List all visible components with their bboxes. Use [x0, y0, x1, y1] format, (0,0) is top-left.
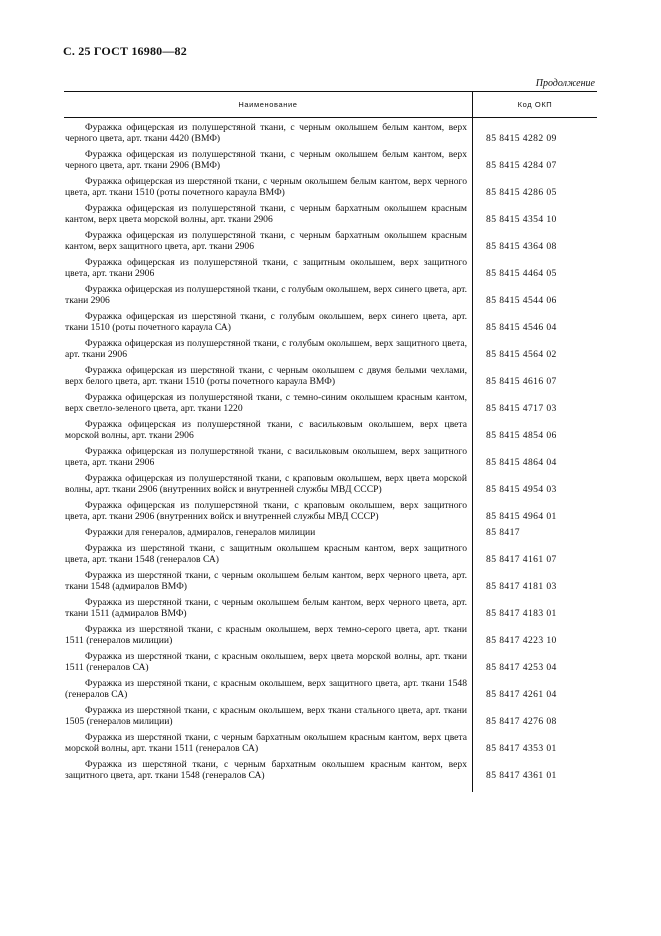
table-row [64, 176, 557, 203]
okp-code: 85 8417 [486, 527, 520, 538]
table-row [64, 705, 557, 732]
table-row [64, 149, 557, 176]
product-name: Фуражка из шерстяной ткани, с красным околышем, верх цвета морской волны, арт. ткани 1511 (генералов СА) [65, 651, 467, 673]
table-row [64, 624, 557, 651]
product-name: Фуражка из шерстяной ткани, с черным бархатным околышем красным кантом, верх защитного цвета, арт. ткани 1548 (генералов СА) [65, 759, 467, 781]
table-row [64, 678, 557, 705]
okp-code: 85 8415 4564 02 [486, 349, 557, 360]
okp-code: 85 8417 4261 04 [486, 689, 557, 700]
product-name: Фуражка офицерская из полушерстяной ткани, с черным околышем белым кантом, верх черного цвета, арт. ткани 2906 (ВМФ) [65, 149, 467, 171]
product-name: Фуражка офицерская из полушерстяной ткани, с краповым околышем, верх защитного цвета, арт. ткани 2906 (внутренних войск и внутренней службы МВД СССР) [65, 500, 467, 522]
okp-code: 85 8415 4464 05 [486, 268, 557, 279]
product-name: Фуражка офицерская из шерстяной ткани, с голубым околышем, верх синего цвета, арт. ткани 1510 (роты почетного караула СА) [65, 311, 467, 333]
product-name: Фуражка офицерская из полушерстяной ткани, с голубым околышем, верх синего цвета, арт. ткани 2906 [65, 284, 467, 306]
product-name: Фуражка из шерстяной ткани, с черным бархатным околышем красным кантом, верх цвета морской волны, арт. ткани 1511 (генералов СА) [65, 732, 467, 754]
okp-code: 85 8415 4282 09 [486, 133, 557, 144]
product-name: Фуражка из шерстяной ткани, с черным околышем белым кантом, верх черного цвета, арт. ткани 1548 (адмиралов ВМФ) [65, 570, 467, 592]
table-body [64, 118, 597, 792]
table-row [64, 230, 557, 257]
okp-code: 85 8417 4223 10 [486, 635, 557, 646]
okp-code: 85 8415 4284 07 [486, 160, 557, 171]
table-row [64, 311, 557, 338]
table-row [64, 543, 557, 570]
okp-code: 85 8417 4276 08 [486, 716, 557, 727]
okp-code: 85 8415 4864 04 [486, 457, 557, 468]
product-name: Фуражка офицерская из полушерстяной ткани, с черным бархатным околышем красным кантом, верх цвета морской волны, арт. ткани 2906 [65, 203, 467, 225]
product-name: Фуражка из шерстяной ткани, с красным околышем, верх ткани стального цвета, арт. ткани 1505 (генералов милиции) [65, 705, 467, 727]
column-header-name: Наименование [64, 92, 473, 117]
table-row [64, 527, 520, 543]
product-name: Фуражка офицерская из полушерстяной ткани, с черным бархатным околышем красным кантом, верх защитного цвета, арт. ткани 2906 [65, 230, 467, 252]
okp-code: 85 8417 4181 03 [486, 581, 557, 592]
table-row [64, 500, 557, 527]
table-row [64, 473, 557, 500]
product-name: Фуражка офицерская из полушерстяной ткани, с голубым околышем, верх защитного цвета, арт. ткани 2906 [65, 338, 467, 360]
okp-code: 85 8415 4616 07 [486, 376, 557, 387]
okp-code: 85 8415 4364 08 [486, 241, 557, 252]
product-name: Фуражка офицерская из полушерстяной ткани, с васильковым околышем, верх цвета морской волны, арт. ткани 2906 [65, 419, 467, 441]
table-row [64, 203, 557, 230]
table-row [64, 732, 557, 759]
okp-code: 85 8417 4161 07 [486, 554, 557, 565]
okp-code: 85 8415 4546 04 [486, 322, 557, 333]
product-name: Фуражка из шерстяной ткани, с черным околышем белым кантом, верх черного цвета, арт. ткани 1511 (адмиралов ВМФ) [65, 597, 467, 619]
continuation-label: Продолжение [535, 78, 595, 89]
column-header-code: Код ОКП [517, 100, 553, 109]
product-name: Фуражка офицерская из шерстяной ткани, с черным околышем с двумя белыми чехлами, верх белого цвета, арт. ткани 1510 (роты почетного караула ВМФ) [65, 365, 467, 387]
product-name: Фуражка офицерская из полушерстяной ткани, с васильковым околышем, верх защитного цвета, арт. ткани 2906 [65, 446, 467, 468]
table-row [64, 338, 557, 365]
table-row [64, 759, 557, 786]
okp-code: 85 8415 4717 03 [486, 403, 557, 414]
product-name: Фуражка офицерская из полушерстяной ткани, с черным околышем белым кантом, верх черного цвета, арт. ткани 4420 (ВМФ) [65, 122, 467, 144]
okp-code: 85 8415 4354 10 [486, 214, 557, 225]
table-row [64, 257, 557, 284]
okp-code: 85 8417 4353 01 [486, 743, 557, 754]
table-row [64, 446, 557, 473]
okp-code: 85 8417 4361 01 [486, 770, 557, 781]
okp-code: 85 8417 4183 01 [486, 608, 557, 619]
table-row [64, 570, 557, 597]
table-row [64, 597, 557, 624]
product-name: Фуражка из шерстяной ткани, с защитным околышем красным кантом, верх защитного цвета, арт. ткани 1548 (генералов СА) [65, 543, 467, 565]
product-name: Фуражка офицерская из полушерстяной ткани, с защитным околышем, верх защитного цвета, арт. ткани 2906 [65, 257, 467, 279]
table-row [64, 651, 557, 678]
product-name: Фуражка офицерская из полушерстяной ткани, с краповым околышем, верх цвета морской волны, арт. ткани 2906 (внутренних войск и внутренней службы МВД СССР) [65, 473, 467, 495]
okp-code: 85 8415 4964 01 [486, 511, 557, 522]
okp-code: 85 8415 4286 05 [486, 187, 557, 198]
table-row [64, 284, 557, 311]
okp-code: 85 8417 4253 04 [486, 662, 557, 673]
okp-code: 85 8415 4544 06 [486, 295, 557, 306]
table-rows [64, 118, 557, 792]
table-row [64, 419, 557, 446]
product-name: Фуражка из шерстяной ткани, с красным околышем, верх темно-серого цвета, арт. ткани 1511 (генералов милиции) [65, 624, 467, 646]
product-name: Фуражка офицерская из полушерстяной ткани, с темно-синим околышем красным кантом, верх светло-зеленого цвета, арт. ткани 1220 [65, 392, 467, 414]
products-table [64, 91, 597, 792]
okp-code: 85 8415 4954 03 [486, 484, 557, 495]
product-name: Фуражки для генералов, адмиралов, генералов милиции [85, 527, 316, 538]
product-name: Фуражка офицерская из шерстяной ткани, с черным околышем белым кантом, верх черного цвета, арт. ткани 1510 (роты почетного караула ВМФ) [65, 176, 467, 198]
okp-code: 85 8415 4854 06 [486, 430, 557, 441]
product-name: Фуражка из шерстяной ткани, с красным околышем, верх защитного цвета, арт. ткани 1548 (генералов СА) [65, 678, 467, 700]
table-row [64, 365, 557, 392]
table-row [64, 122, 557, 149]
page-reference: С. 25 ГОСТ 16980—82 [63, 44, 187, 58]
table-header [64, 92, 597, 118]
table-row [64, 392, 557, 419]
